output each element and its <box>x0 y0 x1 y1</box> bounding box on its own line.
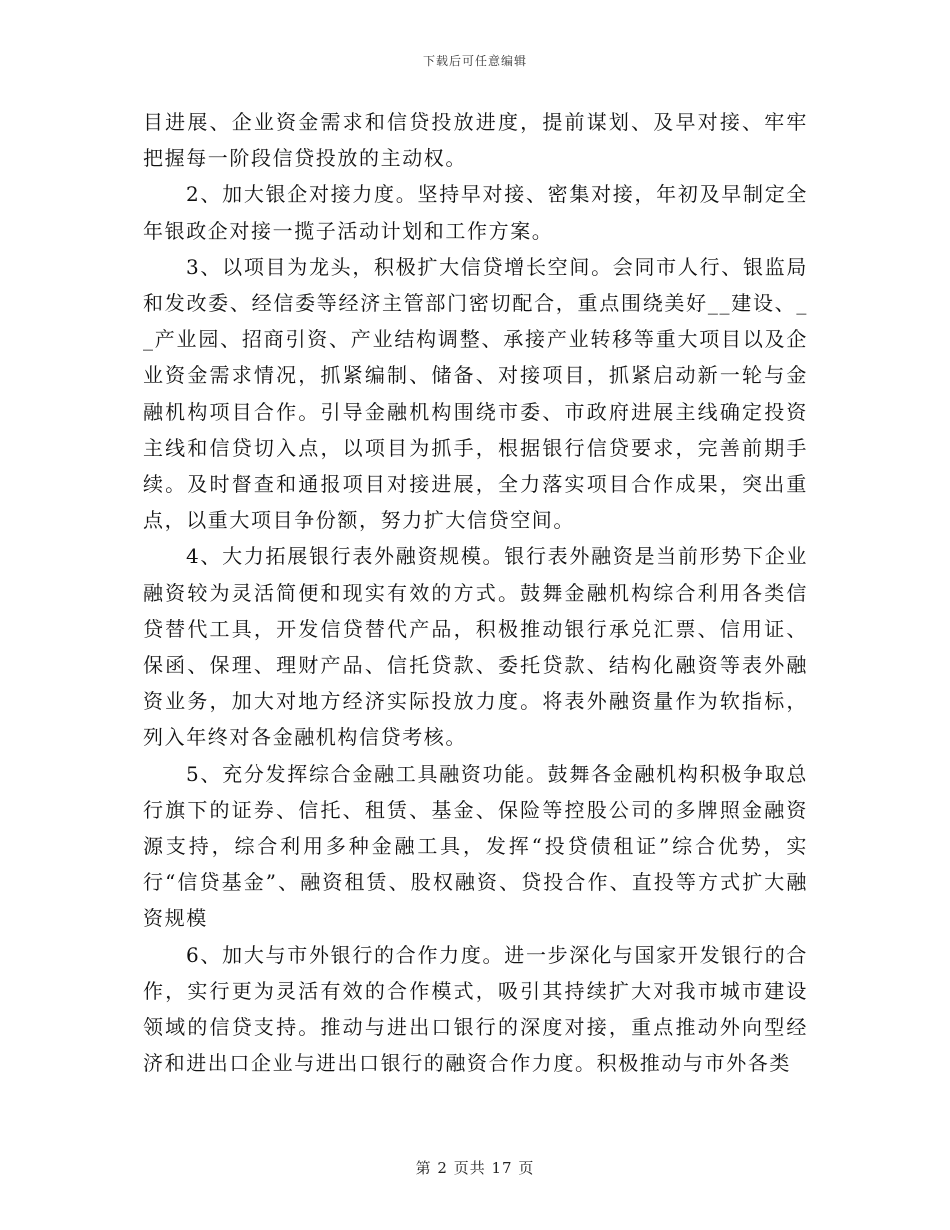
paragraph-item-2: 2、加大银企对接力度。坚持早对接、密集对接，年初及早制定全年银政企对接一揽子活动计划和工作方案。 <box>143 182 808 243</box>
document-body <box>143 104 808 1081</box>
paragraph-item-4: 4、大力拓展银行表外融资规模。银行表外融资是当前形势下企业融资较为灵活简便和现实有效的方式。鼓舞金融机构综合利用各类信贷替代工具，开发信贷替代产品，积极推动银行承兑汇票、信用证、保函、保理、理财产品、信托贷款、委托贷款、结构化融资等表外融资业务，加大对地方经济实际投放力度。将表外融资量作为软指标，列入年终对各金融机构信贷考核。 <box>143 544 808 750</box>
paragraph-continuation: 目进展、企业资金需求和信贷投放进度，提前谋划、及早对接、牢牢把握每一阶段信贷投放的主动权。 <box>143 110 808 171</box>
page-header: 下载后可任意编辑 <box>422 54 527 68</box>
paragraph-item-3: 3、以项目为龙头，积极扩大信贷增长空间。会同市人行、银监局和发改委、经信委等经济主管部门密切配合，重点围绕美好__建设、__产业园、招商引资、产业结构调整、承接产业转移等重大项目以及企业资金需求情况，抓紧编制、储备、对接项目，抓紧启动新一轮与金融机构项目合作。引导金融机构围绕市委、市政府进展主线确定投资主线和信贷切入点，以项目为抓手，根据银行信贷要求，完善前期手续。及时督查和通报项目对接进展，全力落实项目合作成果，突出重点，以重大项目争份额，努力扩大信贷空间。 <box>143 254 808 533</box>
paragraph-item-6: 6、加大与市外银行的合作力度。进一步深化与国家开发银行的合作，实行更为灵活有效的合作模式，吸引其持续扩大对我市城市建设领域的信贷支持。推动与进出口银行的深度对接，重点推动外向型经济和进出口企业与进出口银行的融资合作力度。积极推动与市外各类 <box>143 942 808 1076</box>
page-number-footer: 第 2 页共 17 页 <box>415 1159 535 1177</box>
paragraph-item-5: 5、充分发挥综合金融工具融资功能。鼓舞各金融机构积极争取总行旗下的证券、信托、租赁、基金、保险等控股公司的多牌照金融资源支持，综合利用多种金融工具，发挥“投贷债租证”综合优势，实行“信贷基金”、融资租赁、股权融资、贷投合作、直投等方式扩大融资规模 <box>143 761 808 931</box>
